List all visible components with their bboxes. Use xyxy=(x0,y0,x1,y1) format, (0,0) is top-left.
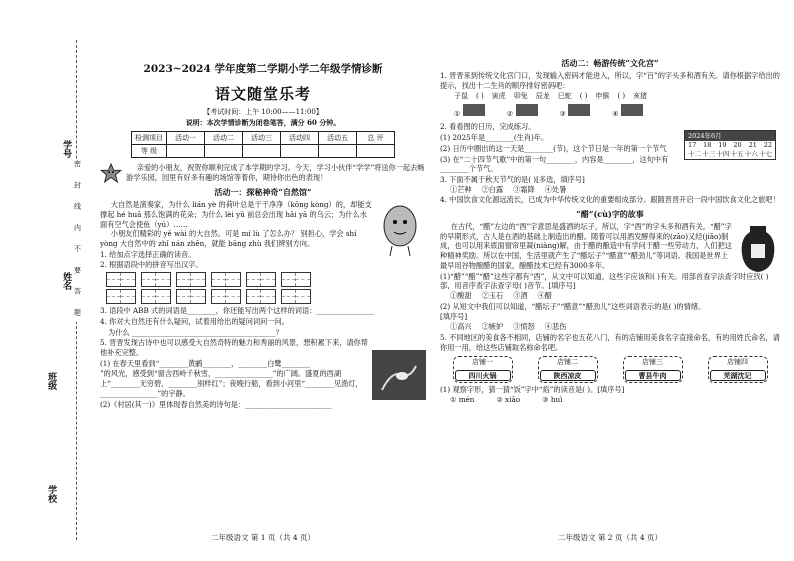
vinegar-jar-icon xyxy=(738,222,778,274)
store-card xyxy=(708,356,768,383)
zodiac-sequence xyxy=(454,92,780,101)
option[interactable]: ③ huì xyxy=(542,394,563,404)
class-label: 班级 xyxy=(46,372,57,390)
answer-box[interactable] xyxy=(211,272,241,287)
question-5-2[interactable]: (2)《村居(其一)》里体现春自然美的诗句是：________________________ xyxy=(100,399,332,409)
option[interactable]: ①酸甜 xyxy=(450,290,472,300)
story-text: 在古代，“醋”左边的“酉”字意思是盛酒的坛子，所以，字“酉”的字头多和酒有关。“醋”字的早期形式，古人是在酒的基础上制造出的醋。随着可以用酒发酵得来的(zāo)又经(jiǎo)制成，也可以用来底面窗帘里凝(niàng)解，由于醋的酿造中有学问于醋一些劳动力，人们把这种精神奖励。所以在中国，生活里就产生了“醋坛子”“醋意”“醋劲儿”等词语。我国是世界上最早用谷物酿醋的国家，酿醋技术已经有3000多年。 xyxy=(440,221,732,270)
activity-1-title: 活动一：探秘神奇“自然馆” xyxy=(214,187,312,198)
zodiac-blank[interactable]: ( ) xyxy=(579,92,588,101)
score-cell: 活动五 xyxy=(319,132,357,145)
score-cell: 等 级 xyxy=(132,145,167,158)
question-4: 4. 你对大自然还有什么疑问，试着用给出的疑问词问一问。 xyxy=(100,316,289,326)
score-cell: 检测项目 xyxy=(132,132,167,145)
score-cell: 活动一 xyxy=(167,132,205,145)
page-1-footer: 二年级语文 第 1 页（共 4 页） xyxy=(211,532,315,542)
score-cell: 活动三 xyxy=(243,132,281,145)
calendar-header: 2024年6月 xyxy=(685,131,775,141)
p2-question-1: 1. 晋晋来到传统文化宫门口，发现输入密码才能进入，所以，字“百”的字头多和酒有关。请你根据字给出的提示，找出十二生肖的顺序排好密码吧： xyxy=(440,70,780,90)
question-1: 1. 给加点字选择正确的读音。 xyxy=(100,249,196,259)
p2-question-3: 3. 下面不属于秋天节气的是( )[多选，填序号] xyxy=(440,174,585,184)
story-title: “醋”(cù)字的故事 xyxy=(576,209,644,220)
p2-question-3-options xyxy=(440,185,780,195)
question-2: 2. 根据语段中的拼音写出汉字。 xyxy=(100,260,203,270)
store-dish: 芜湖沈记 xyxy=(710,370,766,381)
answer-box[interactable] xyxy=(281,272,311,287)
store-card xyxy=(538,356,598,383)
star-mascot-icon xyxy=(100,163,122,183)
p2-question-4-2-note: [填序号] xyxy=(440,312,468,322)
answer-box[interactable] xyxy=(246,289,276,304)
answer-box[interactable] xyxy=(141,289,171,304)
student-id-label: 学号 xyxy=(61,140,72,158)
calendar-row-lunar: 十二 十三 十四 十五 十六 十七 xyxy=(688,150,772,159)
zodiac-pic-1: ① xyxy=(454,104,485,119)
zodiac-pic-2: ② xyxy=(507,104,538,119)
answer-box[interactable] xyxy=(176,272,206,287)
question-5-1a[interactable]: (1) 在春天里看到“________黄鹂________，________白鹭________ xyxy=(100,358,311,368)
option[interactable]: ④醋 xyxy=(537,290,552,300)
binding-margin xyxy=(0,0,96,561)
p2-question-5-1-options xyxy=(440,395,780,405)
answer-box[interactable] xyxy=(106,272,136,287)
option[interactable]: ②白露 xyxy=(481,184,504,194)
passage-text-2: 小朋友们精彩的 yě wài 的大自然。可是 mí lù 了怎么办？ 别担心，学会 shí yòng 大自然中的 zhǐ nán zhēn，就能 bāng zhù 我们辨别方向。 xyxy=(100,229,357,248)
store-dish: 曹县牛肉 xyxy=(625,370,681,381)
passage-text: 大自然是演奏家，为什么 lián yè 的荷叶总是干干净净（kōng kòng）的，却能支撑起 hé huā 那么饱满的花朵；为什么 lèi yǔ 前总会出现 hǎi yā 的乌云；为什么水面有空气会使鱼（yú）…… xyxy=(100,200,372,229)
pinyin-grid-row-2 xyxy=(106,289,426,304)
exam-note: 说明：本次学情诊断为闭卷笔答，满分 60 分钟。 xyxy=(185,117,341,127)
store-name: 店铺四 xyxy=(727,358,748,367)
p2-question-4-2: (2) 从短文中我们可以知道，“醋坛子”“醋意”“醋劲儿”这些词语表示的是( )的情绪。 xyxy=(440,301,706,311)
p2-question-2-2[interactable]: (2) 日历中圈出的这一天是________(节)，这个节日是一年的第一个节气 xyxy=(440,143,667,153)
option[interactable]: ①高兴 xyxy=(450,322,472,332)
zodiac-item: 申猴 xyxy=(595,92,610,101)
score-cell: 活动四 xyxy=(281,132,319,145)
store-dish: 四川火锅 xyxy=(455,370,511,381)
store-name: 店铺三 xyxy=(642,358,663,367)
grade-input-cell[interactable] xyxy=(167,145,205,158)
zodiac-item: 子鼠 xyxy=(454,92,468,101)
option[interactable]: ③酒 xyxy=(513,290,528,300)
answer-box[interactable] xyxy=(106,289,136,304)
grade-input-cell[interactable] xyxy=(205,145,243,158)
lotus-character-icon xyxy=(376,200,424,258)
grade-input-cell[interactable] xyxy=(281,145,319,158)
store-dish: 陕西凉皮 xyxy=(540,370,596,381)
zodiac-item: 巳蛇 xyxy=(557,92,572,101)
activity-2-title: 活动二：畅游传统“文化宫” xyxy=(561,58,659,68)
pinyin-grid-row-1 xyxy=(106,272,426,287)
score-cell: 总 评 xyxy=(357,132,395,145)
p2-question-4-1: (1)“醋”“醋”“醋”这些字都有“酉”，从文中可以知道，这些字应该和( )有关。用部首查字法查字时应找( )部，用音序查字法查字母( )音节。[填序号] xyxy=(440,271,769,291)
page-2 xyxy=(440,0,780,561)
seal-warning: 密 封 线 内 不 要 答 题 xyxy=(73,160,82,322)
option[interactable]: ④悲伤 xyxy=(544,322,567,332)
horse-icon xyxy=(463,104,485,116)
score-table xyxy=(131,131,395,158)
option[interactable]: ②嫉妒 xyxy=(481,322,504,332)
student-name-label: 姓名 xyxy=(61,272,72,290)
store-list xyxy=(440,356,780,383)
p2-question-5: 5. 不同地区的美食各不相同，店铺的名字也五花八门，有的店铺用美食名字直接命名，有的用姓氏命名，请你用一用，给这些店铺取名称命名吧。 xyxy=(440,332,780,352)
store-name: 店铺二 xyxy=(557,358,578,367)
question-4-line[interactable]: 为什么 ________________________________________？ xyxy=(108,327,283,337)
calendar-row-dates: 17 18 19 20 21 22 xyxy=(688,141,772,150)
p2-question-4-2-options xyxy=(440,322,780,332)
zodiac-blank[interactable]: ( ) xyxy=(617,92,626,101)
zodiac-pic-4: ④ xyxy=(612,104,643,119)
p2-question-4-1-options xyxy=(440,291,780,301)
store-card xyxy=(623,356,683,383)
question-3: 3. 语段中 ABB 式的词语是________，你还能写出两个这样的词语：________________ xyxy=(100,306,374,316)
grade-input-cell[interactable] xyxy=(243,145,281,158)
answer-box[interactable] xyxy=(246,272,276,287)
intro-text: 亲爱的小朋友，祝贺你顺利完成了本学期的学习。今天，学习小伙伴“学学”将送你一起去畅游学乐园，园里有好多有趣的场馆等着你，期待你出色的表现！ xyxy=(126,163,425,183)
option[interactable]: ③霜降 xyxy=(513,184,535,194)
option[interactable]: ① mén xyxy=(450,394,475,404)
option[interactable]: ③愤怒 xyxy=(513,322,535,332)
calendar-widget xyxy=(684,130,776,160)
exam-time: 【考试时间：上午 10:00——11:00】 xyxy=(203,108,323,117)
answer-box[interactable] xyxy=(211,289,241,304)
zodiac-item: 寅虎 xyxy=(491,92,506,101)
p2-question-5-1: (1) 观察字形，猜一猜“饭”字中“焰”的读音是( )。[填序号] xyxy=(440,385,625,395)
rooster-icon xyxy=(621,104,643,116)
zodiac-pic-3: ③ xyxy=(560,104,591,119)
school-label: 学校 xyxy=(46,485,57,503)
question-5-1b[interactable]: ”的风光，感受到“窗含西岭千秋雪，________________”的广阔。盛夏的西湖上“________无穷碧，________别样红”；夜晚行船，看到小河里“________见渔灯，________________”的宇静。 xyxy=(100,369,363,398)
p2-question-2-1[interactable]: (1) 2025年是________(生肖)年。 xyxy=(440,133,549,143)
p2-question-4: 4. 中国饮食文化源远流长，已成为中华传统文化的重要组成部分。跟随晋晋开启一段中国饮食文化之旅吧！ xyxy=(440,195,780,205)
score-grade-row xyxy=(132,145,395,158)
answer-box[interactable] xyxy=(281,289,311,304)
goat-icon xyxy=(568,104,590,116)
score-header-row xyxy=(132,132,395,145)
option[interactable]: ②玉石 xyxy=(481,290,504,300)
heron-painting-icon xyxy=(372,350,426,400)
answer-box[interactable] xyxy=(176,289,206,304)
zodiac-pictures xyxy=(454,104,780,119)
grade-input-cell[interactable] xyxy=(357,145,395,158)
p2-question-2: 2. 看看图的日历，完成练习。 xyxy=(440,122,536,132)
store-card xyxy=(453,356,513,383)
zodiac-item: 亥猪 xyxy=(633,92,648,101)
ox-icon xyxy=(516,104,538,116)
p2-question-2-3[interactable]: (3) 在“二十四节气歌”中的第一句________，内容是________，这句中有________个节气。 xyxy=(440,154,669,174)
page-1 xyxy=(100,0,426,561)
zodiac-item: 辰龙 xyxy=(535,92,550,101)
page-2-footer: 二年级语文 第 2 页（共 4 页） xyxy=(558,532,662,542)
grade-input-cell[interactable] xyxy=(319,145,357,158)
exam-title: 2023~2024 学年度第二学期小学二年级学情诊断 xyxy=(143,63,383,75)
store-name: 店铺一 xyxy=(472,358,493,367)
exam-subtitle: 语文随堂乐考 xyxy=(214,85,311,104)
zodiac-item: 卯兔 xyxy=(513,92,528,101)
option[interactable]: ④处暑 xyxy=(544,184,567,194)
option[interactable]: ①芒种 xyxy=(450,184,472,194)
option[interactable]: ② xiāo xyxy=(496,394,521,404)
question-5: 5. 晋晋发现古诗中也可以感受大自然奇特的魅力和秀丽的风景，想积累下来，请你帮他补充完整。 xyxy=(100,338,368,357)
score-cell: 活动二 xyxy=(205,132,243,145)
zodiac-blank[interactable]: ( ) xyxy=(476,92,484,101)
answer-box[interactable] xyxy=(141,272,171,287)
